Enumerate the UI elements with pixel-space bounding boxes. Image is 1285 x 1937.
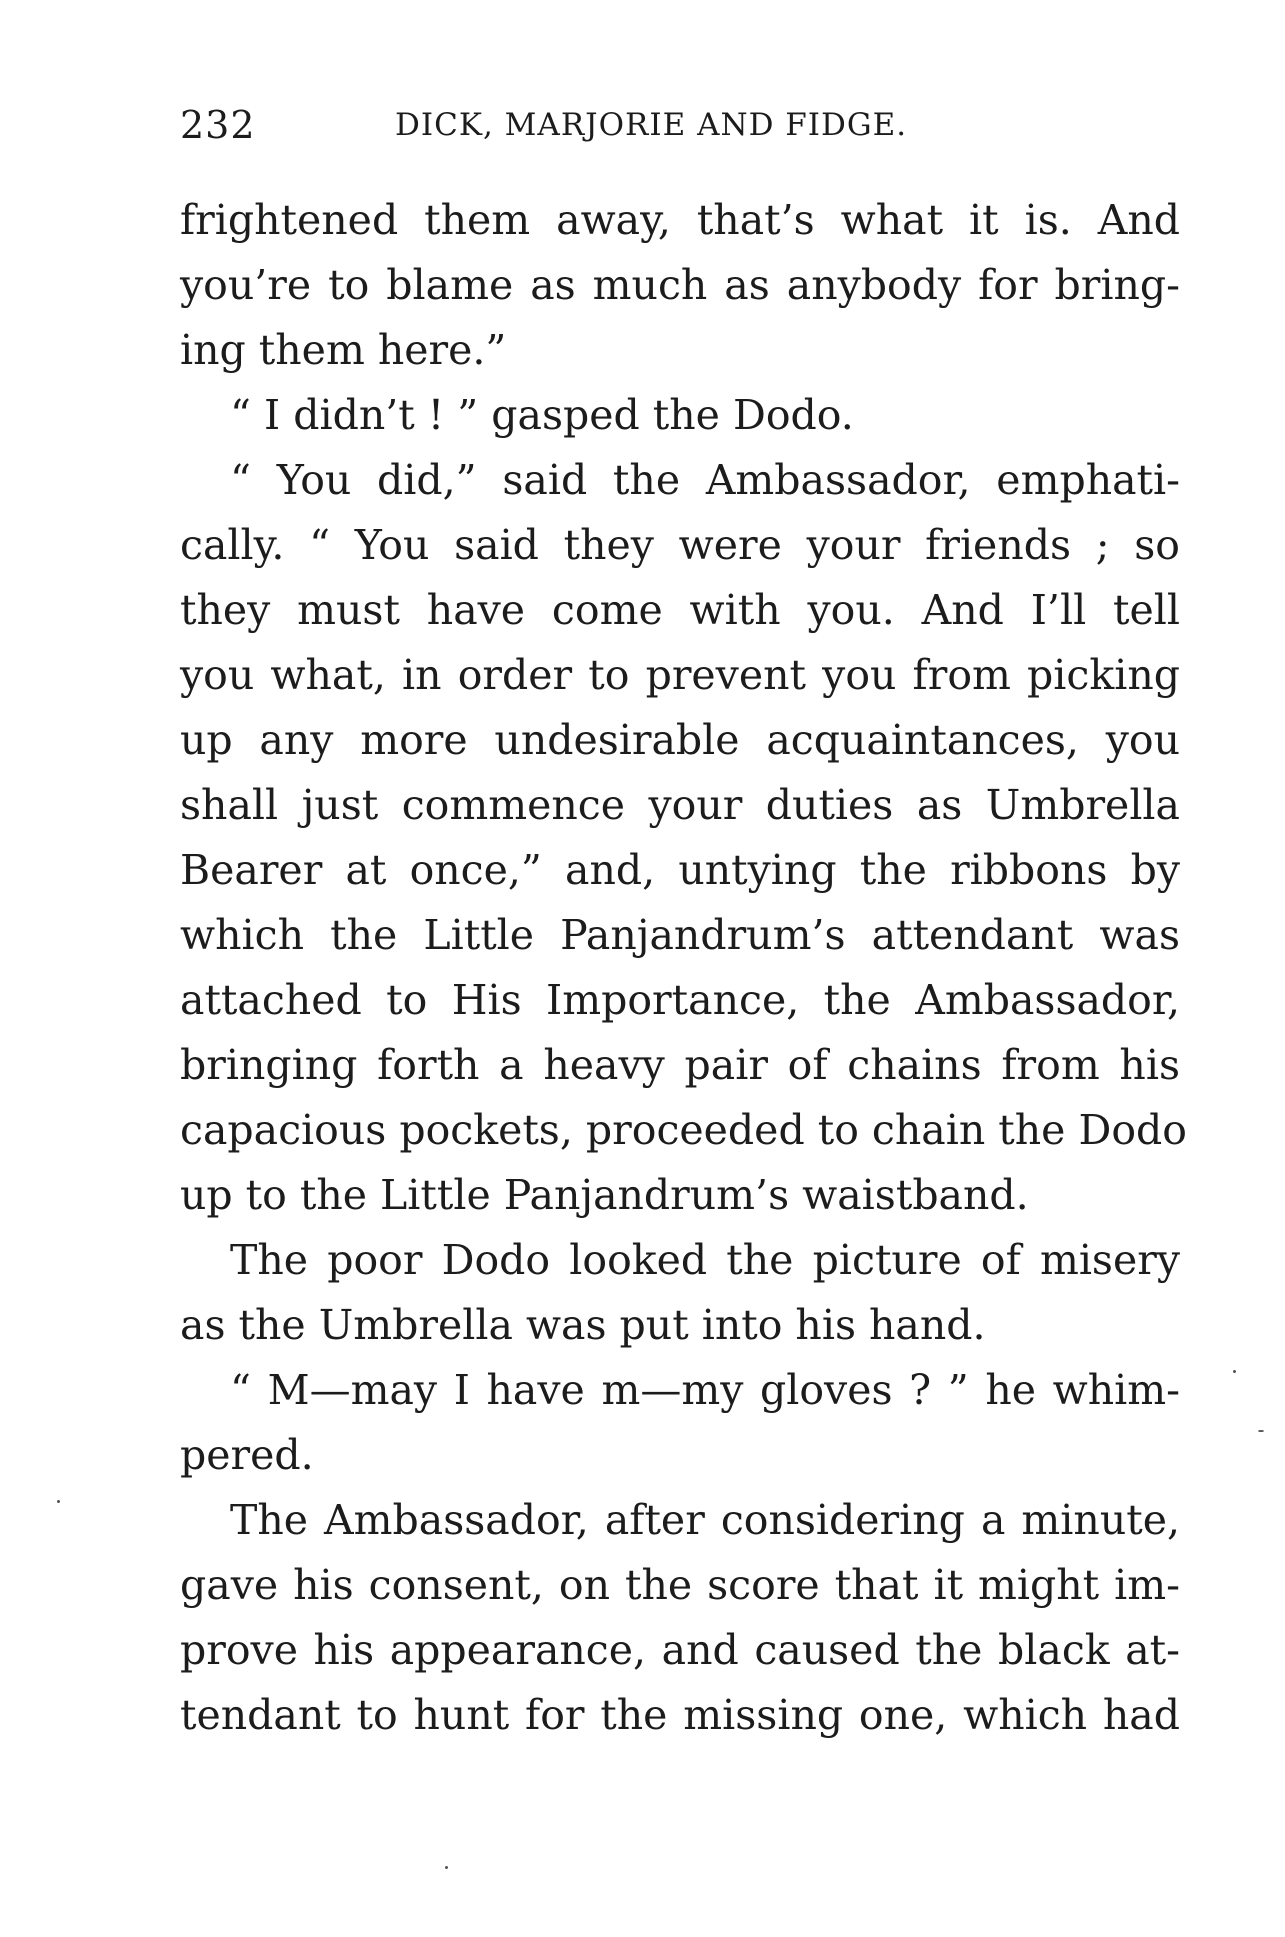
text-line: up to the Little Panjandrum’s waistband. bbox=[180, 1171, 1029, 1219]
page-number: 232 bbox=[180, 103, 256, 147]
text-line: you what, in order to prevent you from picking bbox=[180, 651, 1180, 699]
text-line: gave his consent, on the score that it might im- bbox=[180, 1561, 1180, 1609]
text-line: tendant to hunt for the missing one, which had bbox=[180, 1691, 1180, 1739]
text-line: pered. bbox=[180, 1431, 314, 1479]
text-line: which the Little Panjandrum’s attendant was bbox=[180, 911, 1180, 959]
text-line: “ I didn’t ! ” gasped the Dodo. bbox=[230, 391, 854, 439]
text-line: you’re to blame as much as anybody for bring- bbox=[180, 261, 1180, 309]
body-text bbox=[180, 188, 1187, 1748]
text-line: cally. “ You said they were your friends ; so bbox=[180, 521, 1180, 569]
text-line: attached to His Importance, the Ambassador, bbox=[180, 976, 1180, 1024]
text-line: ing them here.” bbox=[180, 326, 507, 374]
scan-speck bbox=[1258, 1430, 1264, 1432]
running-title: DICK, MARJORIE AND FIDGE. bbox=[395, 107, 908, 143]
scan-speck bbox=[57, 1500, 60, 1503]
scan-speck bbox=[445, 1866, 448, 1869]
text-line: bringing forth a heavy pair of chains from his bbox=[180, 1041, 1180, 1089]
text-line: frightened them away, that’s what it is. And bbox=[180, 196, 1180, 244]
text-line: capacious pockets, proceeded to chain the Dodo bbox=[180, 1106, 1187, 1154]
text-line: prove his appearance, and caused the black at- bbox=[180, 1626, 1180, 1674]
text-line: “ M—may I have m—my gloves ? ” he whim- bbox=[230, 1366, 1180, 1414]
text-line: shall just commence your duties as Umbrella bbox=[180, 781, 1180, 829]
text-line: up any more undesirable acquaintances, you bbox=[180, 716, 1180, 764]
text-line: as the Umbrella was put into his hand. bbox=[180, 1301, 986, 1349]
text-line: they must have come with you. And I’ll tell bbox=[180, 586, 1180, 634]
running-head bbox=[180, 100, 1180, 150]
text-line: The Ambassador, after considering a minute, bbox=[230, 1496, 1180, 1544]
text-line: The poor Dodo looked the picture of misery bbox=[230, 1236, 1180, 1284]
text-line: Bearer at once,” and, untying the ribbons by bbox=[180, 846, 1180, 894]
scan-speck bbox=[1233, 1370, 1236, 1373]
text-line: “ You did,” said the Ambassador, emphati- bbox=[230, 456, 1180, 504]
